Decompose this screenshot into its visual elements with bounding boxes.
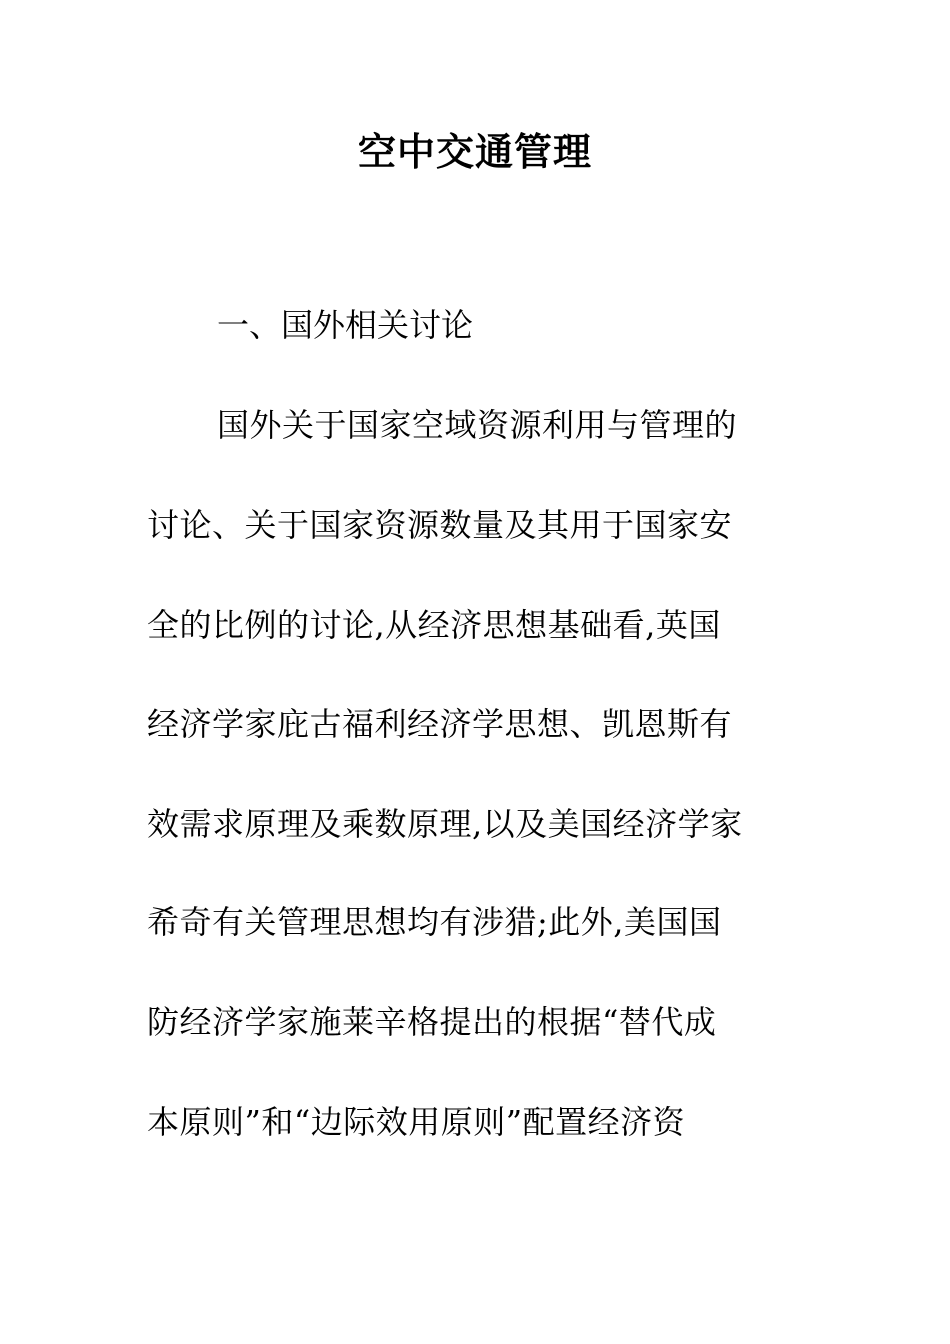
paragraph-line: 防经济学家施莱辛格提出的根据“替代成	[147, 1003, 717, 1041]
paragraph-line: 国外关于国家空域资源利用与管理的	[217, 406, 738, 444]
paragraph-line: 本原则”和“边际效用原则”配置经济资	[147, 1103, 686, 1141]
document-title: 空中交通管理	[357, 129, 592, 174]
paragraph-line: 经济学家庇古福利经济学思想、凯恩斯有	[147, 705, 733, 743]
paragraph-line: 效需求原理及乘数原理,以及美国经济学家	[147, 805, 743, 843]
paragraph-line: 讨论、关于国家资源数量及其用于国家安	[147, 506, 733, 544]
paragraph-line: 希奇有关管理思想均有涉猎;此外,美国国	[147, 903, 722, 941]
paragraph-line: 全的比例的讨论,从经济思想基础看,英国	[147, 606, 721, 644]
section-heading: 一、国外相关讨论	[217, 306, 474, 344]
